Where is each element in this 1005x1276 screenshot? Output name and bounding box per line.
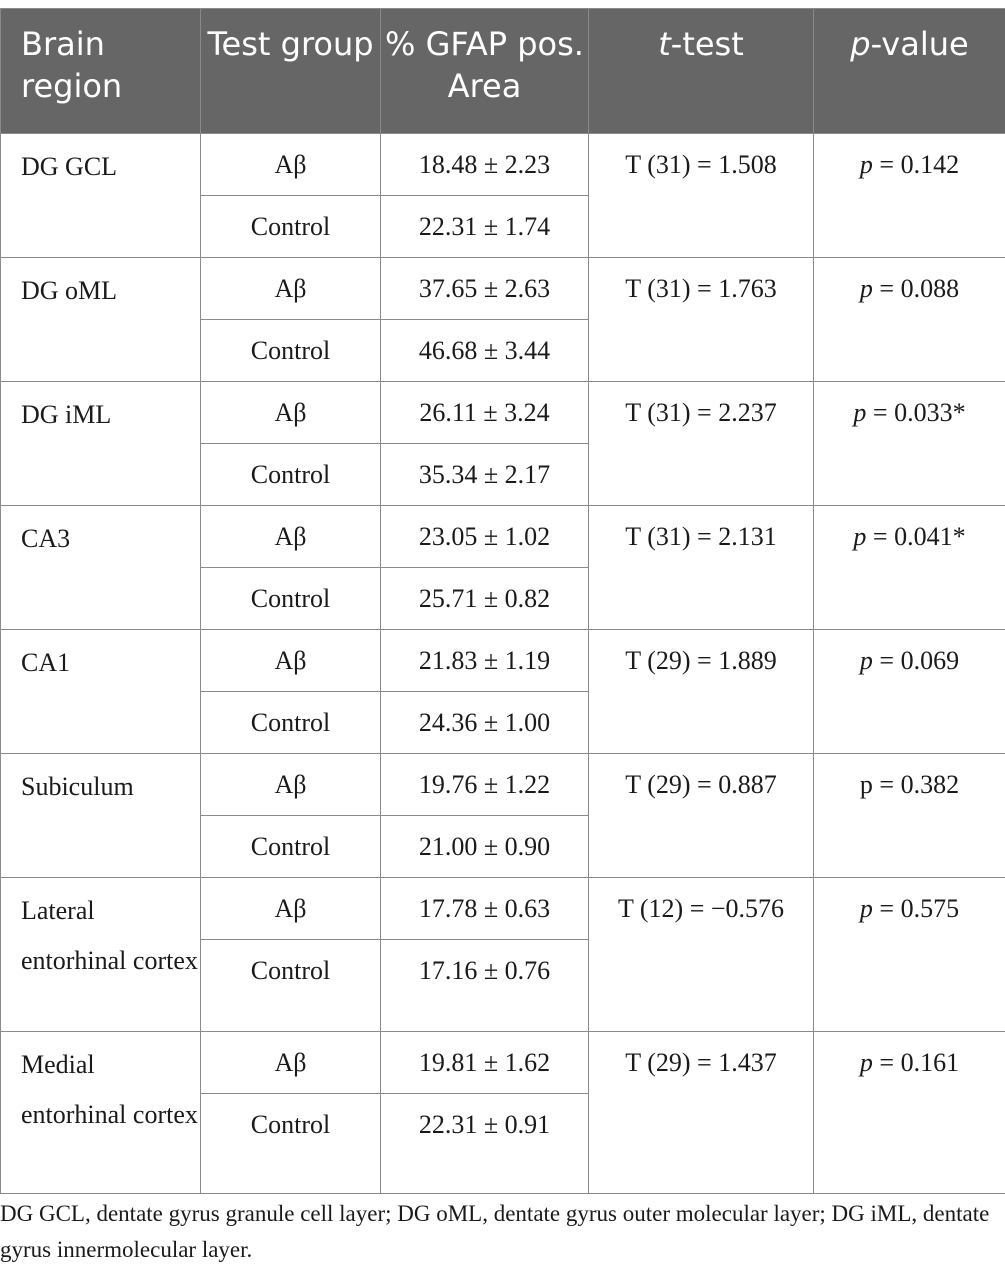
brain-region-cell: Subiculum xyxy=(1,754,201,878)
test-group-cell: Control xyxy=(201,816,381,878)
gfap-area-cell: 24.36 ± 1.00 xyxy=(381,692,589,754)
table-row xyxy=(1,630,1005,692)
p-value-cell: p = 0.041* xyxy=(814,506,1005,630)
t-test-cell: T (31) = 2.237 xyxy=(589,382,814,506)
table-row xyxy=(1,134,1005,196)
table-row xyxy=(1,754,1005,816)
t-test-cell: T (29) = 1.889 xyxy=(589,630,814,754)
header-p-value: p-value xyxy=(814,9,1005,134)
gfap-area-cell: 35.34 ± 2.17 xyxy=(381,444,589,506)
test-group-cell: Control xyxy=(201,940,381,1032)
gfap-area-cell: 21.83 ± 1.19 xyxy=(381,630,589,692)
gfap-area-cell: 25.71 ± 0.82 xyxy=(381,568,589,630)
p-value-cell: p = 0.069 xyxy=(814,630,1005,754)
header-gfap-area: % GFAP pos. Area xyxy=(381,9,589,134)
gfap-area-cell: 19.76 ± 1.22 xyxy=(381,754,589,816)
header-brain-region: Brain region xyxy=(1,9,201,134)
gfap-area-cell: 21.00 ± 0.90 xyxy=(381,816,589,878)
test-group-cell: Aβ xyxy=(201,754,381,816)
test-group-cell: Aβ xyxy=(201,1032,381,1094)
header-row xyxy=(1,9,1005,134)
test-group-cell: Aβ xyxy=(201,878,381,940)
gfap-area-cell: 17.78 ± 0.63 xyxy=(381,878,589,940)
p-value-cell: p = 0.142 xyxy=(814,134,1005,258)
p-value-cell: p = 0.033* xyxy=(814,382,1005,506)
test-group-cell: Aβ xyxy=(201,382,381,444)
t-test-cell: T (31) = 2.131 xyxy=(589,506,814,630)
p-value-cell: p = 0.382 xyxy=(814,754,1005,878)
test-group-cell: Control xyxy=(201,196,381,258)
gfap-area-cell: 37.65 ± 2.63 xyxy=(381,258,589,320)
t-test-cell: T (31) = 1.508 xyxy=(589,134,814,258)
gfap-area-cell: 22.31 ± 1.74 xyxy=(381,196,589,258)
table-row xyxy=(1,506,1005,568)
p-value-cell: p = 0.161 xyxy=(814,1032,1005,1194)
brain-region-cell: CA1 xyxy=(1,630,201,754)
brain-region-cell: Medial entorhinal cortex xyxy=(1,1032,201,1194)
test-group-cell: Control xyxy=(201,444,381,506)
results-table xyxy=(0,8,1005,1194)
gfap-area-cell: 17.16 ± 0.76 xyxy=(381,940,589,1032)
table-row xyxy=(1,382,1005,444)
t-test-cell: T (29) = 0.887 xyxy=(589,754,814,878)
test-group-cell: Control xyxy=(201,692,381,754)
test-group-cell: Control xyxy=(201,320,381,382)
test-group-cell: Aβ xyxy=(201,258,381,320)
test-group-cell: Control xyxy=(201,1094,381,1194)
header-test-group: Test group xyxy=(201,9,381,134)
test-group-cell: Aβ xyxy=(201,506,381,568)
brain-region-cell: Lateral entorhinal cortex xyxy=(1,878,201,1032)
table-footnote: DG GCL, dentate gyrus granule cell layer; DG oML, dentate gyrus outer molecular layer; DG iML, dentate gyrus innermolecular layer. xyxy=(0,1201,990,1262)
brain-region-cell: DG GCL xyxy=(1,134,201,258)
t-test-cell: T (31) = 1.763 xyxy=(589,258,814,382)
brain-region-cell: DG oML xyxy=(1,258,201,382)
gfap-area-cell: 23.05 ± 1.02 xyxy=(381,506,589,568)
t-test-cell: T (29) = 1.437 xyxy=(589,1032,814,1194)
gfap-area-cell: 19.81 ± 1.62 xyxy=(381,1032,589,1094)
gfap-area-cell: 26.11 ± 3.24 xyxy=(381,382,589,444)
test-group-cell: Aβ xyxy=(201,134,381,196)
test-group-cell: Control xyxy=(201,568,381,630)
p-value-cell: p = 0.575 xyxy=(814,878,1005,1032)
gfap-area-cell: 22.31 ± 0.91 xyxy=(381,1094,589,1194)
test-group-cell: Aβ xyxy=(201,630,381,692)
header-t-test: t-test xyxy=(589,9,814,134)
gfap-area-cell: 46.68 ± 3.44 xyxy=(381,320,589,382)
table-row xyxy=(1,1032,1005,1094)
brain-region-cell: CA3 xyxy=(1,506,201,630)
brain-region-cell: DG iML xyxy=(1,382,201,506)
p-value-cell: p = 0.088 xyxy=(814,258,1005,382)
table-row xyxy=(1,878,1005,940)
gfap-area-cell: 18.48 ± 2.23 xyxy=(381,134,589,196)
table-row xyxy=(1,258,1005,320)
t-test-cell: T (12) = −0.576 xyxy=(589,878,814,1032)
